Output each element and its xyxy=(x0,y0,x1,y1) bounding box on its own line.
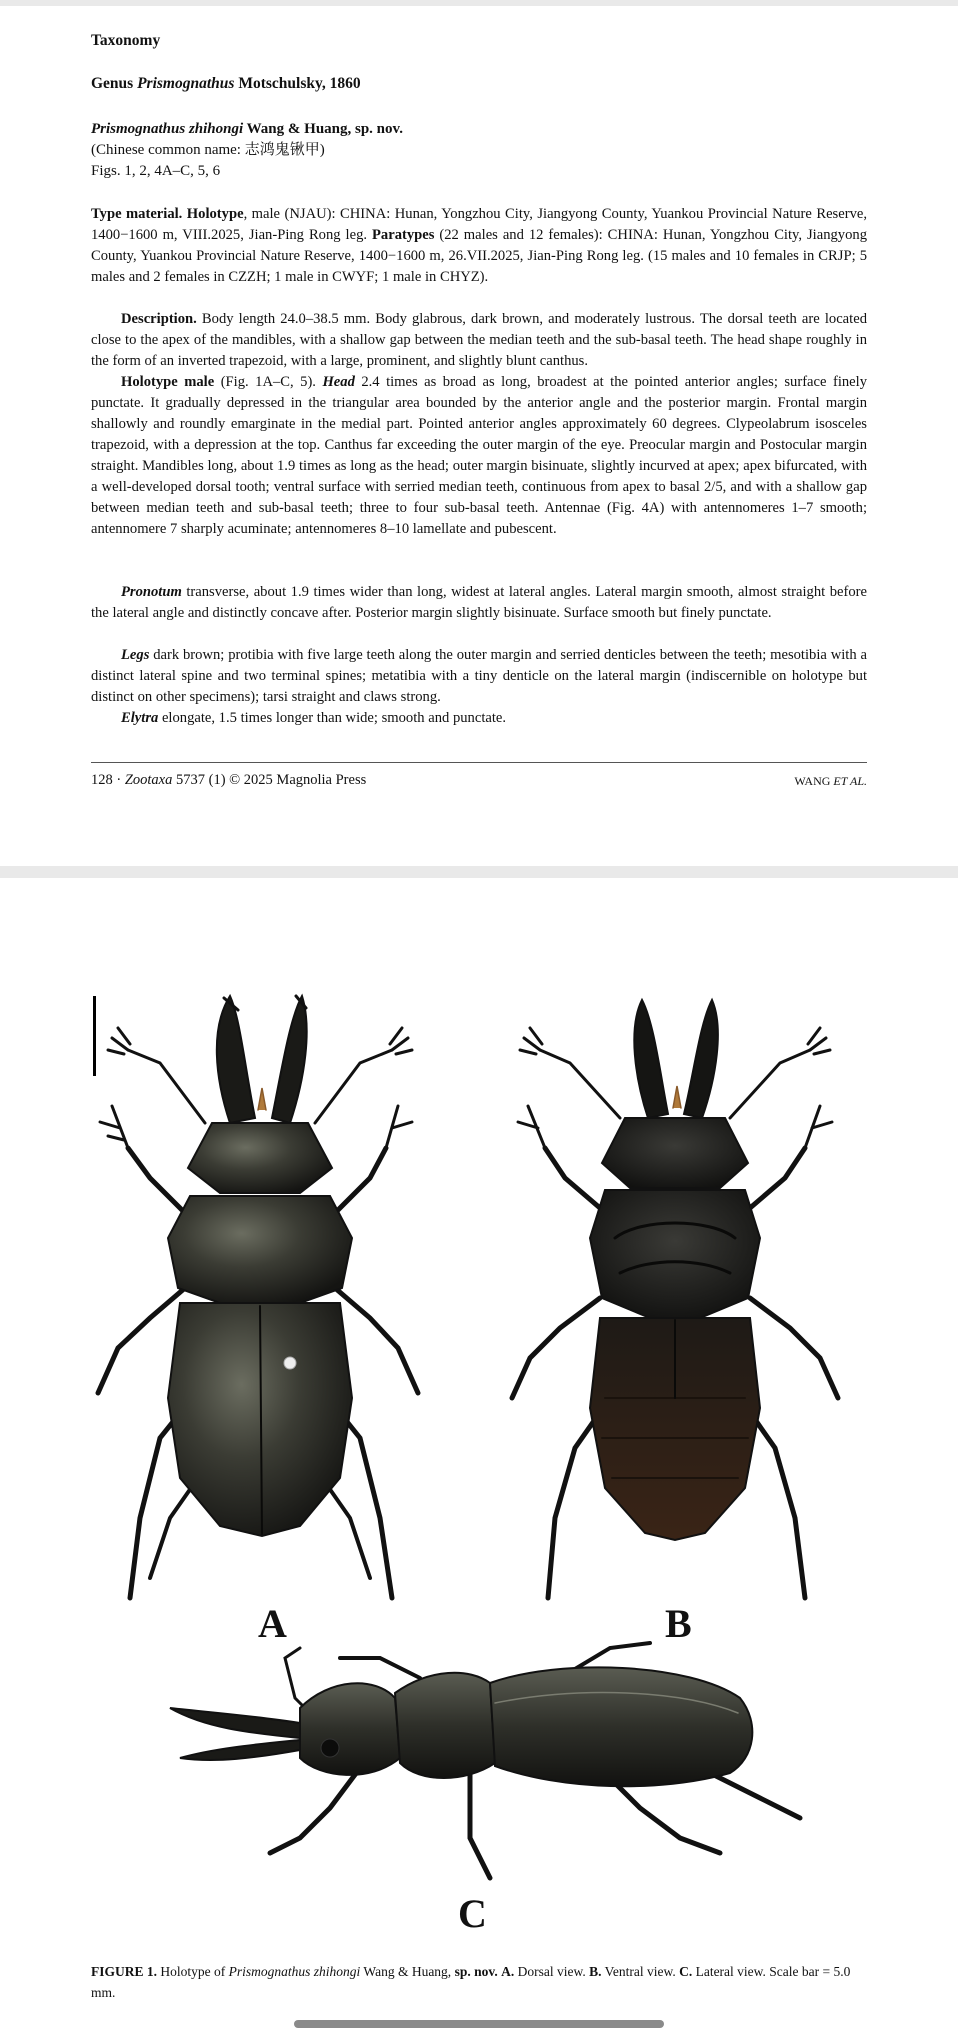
elytra-paragraph: Elytra elongate, 1.5 times longer than wide; smooth and punctate. xyxy=(121,710,507,726)
footer-rule xyxy=(91,762,867,763)
panel-label-a: A xyxy=(258,1601,287,1646)
legs-paragraph: Legs dark brown; protibia with five large teeth along the outer margin and serried denticles between the teeth; mesotibia with a distinct lateral spine and two terminal spines; metatibia with a tiny denticle on the lateral margin (indiscernible on holotype but distinct on other specimens); tarsi straight and claws strong. xyxy=(91,647,867,705)
figure-references: Figs. 1, 2, 4A–C, 5, 6 xyxy=(91,163,221,179)
footer-authors: WANG ET AL. xyxy=(794,774,867,788)
genus-heading: Genus Prismognathus Motschulsky, 1860 xyxy=(91,75,361,92)
common-name: (Chinese common name: 志鸿鬼锹甲) xyxy=(91,142,325,158)
home-indicator[interactable] xyxy=(294,2020,664,2028)
document-page-figure xyxy=(0,878,958,2042)
species-heading: Prismognathus zhihongi Wang & Huang, sp. nov. xyxy=(91,121,403,137)
figure-1-plate xyxy=(0,878,958,1958)
panel-label-b: B xyxy=(665,1601,692,1646)
specimen-c-lateral xyxy=(170,1643,800,1878)
figure-caption: FIGURE 1. Holotype of Prismognathus zhihongi Wang & Huang, sp. nov. A. Dorsal view. B. Ventral view. C. Lateral view. Scale bar = 5.0 mm. xyxy=(91,1964,851,2000)
specimen-b-ventral xyxy=(512,1000,838,1598)
specimen-a-dorsal xyxy=(98,996,418,1598)
holotype-paragraph: Holotype male (Fig. 1A–C, 5). Head 2.4 times as broad as long, broadest at the pointed anterior angles; surface finely punctate. It gradually depressed in the triangular area bounded by the anterior angle and the posterior margin. Frontal margin shallowly and roundly emarginate in the medial part. Pointed anterior angles approximately 60 degrees. Clypeolabrum isosceles trapezoid, with a depression at the top. Canthus far exceeding the outer margin of the eye. Preocular margin and Postocular margin straight. Mandibles long, about 1.9 times as long as the head; outer margin bisinuate, slightly incurved at apex; apex bifurcated, with a well-developed dorsal tooth; ventral surface with serried median teeth, continuous from apex to basal 2/5, and with a shallow gap between median teeth and sub-basal teeth; three to four sub-basal teeth. Antennae (Fig. 4A) with antennomeres 1–7 smooth; antennomere 7 sharply acuminate; antennomeres 8–10 lamellate and pubescent. xyxy=(91,374,868,537)
document-page-128 xyxy=(0,6,958,866)
description-paragraph: Description. Body length 24.0–38.5 mm. Body glabrous, dark brown, and moderately lustrous. The dorsal teeth are located close to the apex of the mandibles, with a shallow gap between the median teeth and the sub-basal teeth. The head shape roughly in the form of an inverted trapezoid, with a large, prominent, and slightly blunt canthus. xyxy=(91,311,867,369)
panel-label-c: C xyxy=(458,1891,487,1936)
type-material-paragraph: Type material. Holotype, male (NJAU): CHINA: Hunan, Yongzhou City, Jiangyong County, Yuankou Provincial Nature Reserve, 1400−1600 m, VIII.2025, Jian-Ping Rong leg. Paratypes (22 males and 12 females): CHINA: Hunan, Yongzhou City, Jiangyong County, Yuankou Provincial Nature Reserve, 1400−1600 m, 26.VII.2025, Jian-Ping Rong leg. (15 males and 10 females in CRJP; 5 males and 2 females in CZZH; 1 male in CWYF; 1 male in CHYZ). xyxy=(91,206,867,285)
pronotum-paragraph: Pronotum transverse, about 1.9 times wider than long, widest at lateral angles. Lateral margin smooth, almost straight before the lateral angle and distinctly concave after. Posterior margin slightly bisinuate. Surface smooth but finely punctate. xyxy=(91,584,867,621)
footer-citation: 128 · Zootaxa 5737 (1) © 2025 Magnolia Press xyxy=(91,772,367,788)
section-heading: Taxonomy xyxy=(91,32,161,49)
